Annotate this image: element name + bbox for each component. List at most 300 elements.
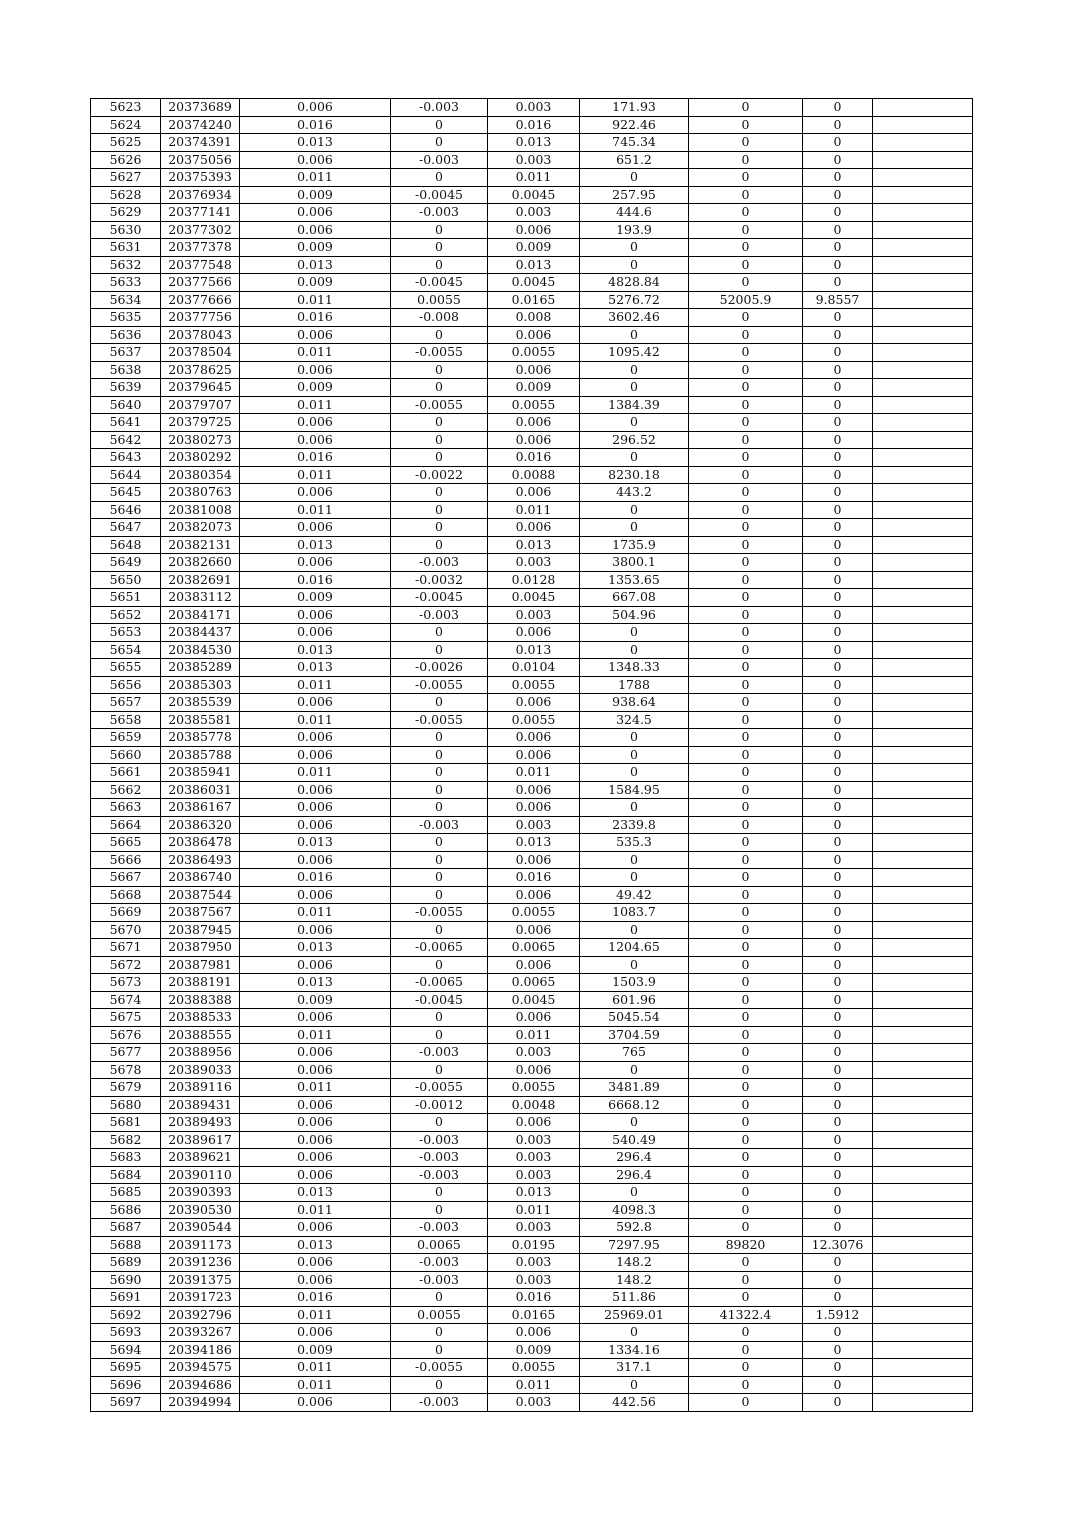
table-cell: 20374240 <box>161 116 240 134</box>
table-cell: 0 <box>391 886 488 904</box>
table-cell: 0 <box>580 449 689 467</box>
table-cell: 0 <box>580 746 689 764</box>
table-cell: -0.003 <box>391 1044 488 1062</box>
table-cell: 0.006 <box>240 1166 391 1184</box>
empty-cell <box>873 414 973 432</box>
table-cell: 193.9 <box>580 221 689 239</box>
table-cell: 89820 <box>689 1236 803 1254</box>
table-cell: 5626 <box>91 151 161 169</box>
table-cell: 0 <box>689 221 803 239</box>
table-row <box>91 921 973 939</box>
table-row <box>91 991 973 1009</box>
table-cell: 0.0055 <box>391 1306 488 1324</box>
empty-cell <box>873 1184 973 1202</box>
table-row <box>91 431 973 449</box>
table-cell: 0 <box>391 326 488 344</box>
table-cell: 0.006 <box>488 1009 580 1027</box>
table-cell: 20390110 <box>161 1166 240 1184</box>
table-cell: 1503.9 <box>580 974 689 992</box>
table-row <box>91 729 973 747</box>
table-row <box>91 1184 973 1202</box>
table-cell: 20380292 <box>161 449 240 467</box>
table-cell: 0 <box>391 116 488 134</box>
empty-cell <box>873 589 973 607</box>
table-cell: 0 <box>689 134 803 152</box>
table-cell: 0 <box>803 974 873 992</box>
table-row <box>91 1114 973 1132</box>
table-cell: 0 <box>689 1096 803 1114</box>
table-cell: 20377302 <box>161 221 240 239</box>
table-cell: 0.006 <box>240 1254 391 1272</box>
table-cell: 0 <box>803 309 873 327</box>
table-cell: 5661 <box>91 764 161 782</box>
table-cell: 5681 <box>91 1114 161 1132</box>
table-cell: 5678 <box>91 1061 161 1079</box>
table-cell: 0.0055 <box>488 711 580 729</box>
table-cell: 0.009 <box>240 1341 391 1359</box>
table-body <box>91 99 973 1412</box>
table-cell: 5656 <box>91 676 161 694</box>
table-cell: -0.0055 <box>391 1079 488 1097</box>
table-cell: 0 <box>803 186 873 204</box>
empty-cell <box>873 361 973 379</box>
empty-cell <box>873 151 973 169</box>
table-cell: 601.96 <box>580 991 689 1009</box>
table-cell: 1384.39 <box>580 396 689 414</box>
table-cell: 0 <box>391 379 488 397</box>
table-cell: 0 <box>391 1009 488 1027</box>
table-row <box>91 1044 973 1062</box>
table-cell: 0.013 <box>240 641 391 659</box>
empty-cell <box>873 991 973 1009</box>
table-cell: 0 <box>689 956 803 974</box>
table-cell: 0 <box>803 431 873 449</box>
table-cell: 0 <box>580 921 689 939</box>
table-cell: 0 <box>689 344 803 362</box>
empty-cell <box>873 256 973 274</box>
table-cell: 0 <box>391 729 488 747</box>
empty-cell <box>873 99 973 117</box>
empty-cell <box>873 606 973 624</box>
table-row <box>91 1306 973 1324</box>
table-cell: 20374391 <box>161 134 240 152</box>
empty-cell <box>873 1096 973 1114</box>
table-cell: 0.006 <box>240 781 391 799</box>
table-cell: 0.006 <box>488 956 580 974</box>
empty-cell <box>873 764 973 782</box>
table-cell: 0.016 <box>240 449 391 467</box>
table-cell: -0.003 <box>391 204 488 222</box>
table-cell: 5633 <box>91 274 161 292</box>
table-cell: 1204.65 <box>580 939 689 957</box>
table-cell: 0 <box>391 834 488 852</box>
table-cell: 0.011 <box>240 1306 391 1324</box>
table-cell: 0 <box>689 589 803 607</box>
table-cell: 745.34 <box>580 134 689 152</box>
table-cell: 2339.8 <box>580 816 689 834</box>
table-row <box>91 589 973 607</box>
table-cell: 0 <box>803 869 873 887</box>
table-cell: 5696 <box>91 1376 161 1394</box>
table-cell: 0 <box>689 396 803 414</box>
table-cell: 5682 <box>91 1131 161 1149</box>
table-cell: 5638 <box>91 361 161 379</box>
table-cell: 20391173 <box>161 1236 240 1254</box>
table-cell: 20389116 <box>161 1079 240 1097</box>
table-cell: 0 <box>803 816 873 834</box>
table-cell: 0 <box>689 711 803 729</box>
table-cell: 0.013 <box>488 134 580 152</box>
table-cell: 5637 <box>91 344 161 362</box>
table-cell: 5684 <box>91 1166 161 1184</box>
table-cell: 0 <box>689 624 803 642</box>
table-cell: 20389033 <box>161 1061 240 1079</box>
table-cell: 0.011 <box>240 711 391 729</box>
table-cell: 0 <box>803 624 873 642</box>
table-row <box>91 694 973 712</box>
table-cell: 0 <box>803 536 873 554</box>
table-cell: 0 <box>689 1149 803 1167</box>
table-cell: 0 <box>803 256 873 274</box>
table-cell: 0.009 <box>240 186 391 204</box>
empty-cell <box>873 729 973 747</box>
table-cell: 0.006 <box>240 1219 391 1237</box>
table-cell: 0 <box>689 239 803 257</box>
table-cell: 20375056 <box>161 151 240 169</box>
table-cell: 0 <box>689 851 803 869</box>
table-cell: 0 <box>803 344 873 362</box>
table-cell: 20381008 <box>161 501 240 519</box>
table-cell: 1735.9 <box>580 536 689 554</box>
table-cell: 0 <box>803 116 873 134</box>
table-cell: 0 <box>689 1166 803 1184</box>
table-cell: 0 <box>391 1184 488 1202</box>
table-cell: 0 <box>391 624 488 642</box>
table-cell: 0.011 <box>488 1026 580 1044</box>
table-row <box>91 624 973 642</box>
table-cell: 3602.46 <box>580 309 689 327</box>
table-cell: 0.011 <box>488 501 580 519</box>
table-cell: 5653 <box>91 624 161 642</box>
empty-cell <box>873 186 973 204</box>
table-row <box>91 466 973 484</box>
table-cell: 1.5912 <box>803 1306 873 1324</box>
table-cell: 442.56 <box>580 1394 689 1412</box>
table-cell: 0 <box>689 1079 803 1097</box>
table-cell: 0.011 <box>240 291 391 309</box>
table-cell: 5679 <box>91 1079 161 1097</box>
empty-cell <box>873 1044 973 1062</box>
table-cell: 0 <box>391 799 488 817</box>
table-row <box>91 116 973 134</box>
table-cell: 0 <box>391 1061 488 1079</box>
table-row <box>91 1219 973 1237</box>
table-cell: 5645 <box>91 484 161 502</box>
table-cell: -0.003 <box>391 1271 488 1289</box>
table-cell: 0.006 <box>488 361 580 379</box>
table-cell: 52005.9 <box>689 291 803 309</box>
table-cell: 20386320 <box>161 816 240 834</box>
table-cell: 0 <box>391 1114 488 1132</box>
table-row <box>91 1201 973 1219</box>
table-cell: 20388533 <box>161 1009 240 1027</box>
table-cell: 20375393 <box>161 169 240 187</box>
table-cell: 0.0048 <box>488 1096 580 1114</box>
table-cell: 0.0055 <box>488 676 580 694</box>
table-cell: 0 <box>689 781 803 799</box>
table-cell: -0.0032 <box>391 571 488 589</box>
table-cell: 0.006 <box>488 851 580 869</box>
table-cell: 20386031 <box>161 781 240 799</box>
empty-cell <box>873 571 973 589</box>
table-cell: -0.0055 <box>391 676 488 694</box>
table-cell: 0.006 <box>240 956 391 974</box>
table-cell: 5635 <box>91 309 161 327</box>
table-cell: 0.006 <box>488 414 580 432</box>
table-cell: 20388555 <box>161 1026 240 1044</box>
table-cell: -0.003 <box>391 554 488 572</box>
table-cell: 0.009 <box>240 589 391 607</box>
table-cell: 20394994 <box>161 1394 240 1412</box>
table-cell: 6668.12 <box>580 1096 689 1114</box>
table-cell: 20386478 <box>161 834 240 852</box>
table-cell: 296.4 <box>580 1149 689 1167</box>
table-cell: 5689 <box>91 1254 161 1272</box>
table-cell: 0 <box>689 326 803 344</box>
table-cell: 0 <box>580 624 689 642</box>
table-cell: 5659 <box>91 729 161 747</box>
empty-cell <box>873 1306 973 1324</box>
table-cell: 0 <box>803 1166 873 1184</box>
table-cell: 0.003 <box>488 606 580 624</box>
table-cell: 5634 <box>91 291 161 309</box>
empty-cell <box>873 291 973 309</box>
table-cell: 5045.54 <box>580 1009 689 1027</box>
table-cell: -0.0055 <box>391 396 488 414</box>
empty-cell <box>873 1131 973 1149</box>
table-cell: 0 <box>391 746 488 764</box>
table-cell: 0 <box>689 1061 803 1079</box>
table-cell: 0 <box>803 851 873 869</box>
table-cell: 5628 <box>91 186 161 204</box>
table-cell: 5665 <box>91 834 161 852</box>
table-cell: 0.009 <box>240 239 391 257</box>
table-cell: 0 <box>391 781 488 799</box>
table-cell: 0 <box>580 501 689 519</box>
table-cell: 5670 <box>91 921 161 939</box>
table-cell: 0 <box>689 834 803 852</box>
table-row <box>91 1324 973 1342</box>
table-cell: 0 <box>803 1061 873 1079</box>
table-cell: 0 <box>803 379 873 397</box>
table-cell: 0.006 <box>488 431 580 449</box>
table-cell: 0.006 <box>240 414 391 432</box>
table-cell: 0 <box>803 449 873 467</box>
empty-cell <box>873 1201 973 1219</box>
empty-cell <box>873 799 973 817</box>
empty-cell <box>873 1289 973 1307</box>
table-cell: 20377566 <box>161 274 240 292</box>
empty-cell <box>873 851 973 869</box>
table-row <box>91 939 973 957</box>
table-cell: -0.0026 <box>391 659 488 677</box>
table-cell: 0.006 <box>488 1061 580 1079</box>
table-cell: 0.006 <box>240 99 391 117</box>
table-row <box>91 186 973 204</box>
table-cell: 20387567 <box>161 904 240 922</box>
table-cell: 0 <box>803 466 873 484</box>
empty-cell <box>873 781 973 799</box>
table-row <box>91 746 973 764</box>
table-cell: 0 <box>803 501 873 519</box>
empty-cell <box>873 1376 973 1394</box>
table-cell: 1334.16 <box>580 1341 689 1359</box>
table-cell: -0.0055 <box>391 904 488 922</box>
table-cell: 0.006 <box>240 1061 391 1079</box>
table-cell: 0 <box>803 1201 873 1219</box>
table-cell: 0 <box>689 484 803 502</box>
table-cell: 0.006 <box>488 484 580 502</box>
table-cell: 0 <box>803 326 873 344</box>
table-row <box>91 396 973 414</box>
table-cell: 0 <box>689 414 803 432</box>
table-cell: 540.49 <box>580 1131 689 1149</box>
table-cell: 444.6 <box>580 204 689 222</box>
table-cell: 0 <box>689 571 803 589</box>
table-cell: 5641 <box>91 414 161 432</box>
table-cell: 0 <box>391 221 488 239</box>
table-row <box>91 869 973 887</box>
table-row <box>91 1394 973 1412</box>
table-row <box>91 501 973 519</box>
table-cell: 0 <box>689 1394 803 1412</box>
table-cell: 5651 <box>91 589 161 607</box>
table-cell: -0.0012 <box>391 1096 488 1114</box>
table-row <box>91 974 973 992</box>
table-row <box>91 1341 973 1359</box>
table-cell: 0 <box>391 764 488 782</box>
table-cell: 0.011 <box>240 396 391 414</box>
table-cell: 3481.89 <box>580 1079 689 1097</box>
empty-cell <box>873 659 973 677</box>
table-row <box>91 536 973 554</box>
table-cell: 0 <box>803 274 873 292</box>
table-cell: 0 <box>689 151 803 169</box>
table-cell: 0 <box>689 554 803 572</box>
table-row <box>91 1026 973 1044</box>
table-row <box>91 641 973 659</box>
empty-cell <box>873 939 973 957</box>
table-cell: 0 <box>803 711 873 729</box>
table-cell: 0 <box>803 554 873 572</box>
table-cell: 0 <box>803 1026 873 1044</box>
table-cell: 20377378 <box>161 239 240 257</box>
table-row <box>91 886 973 904</box>
table-cell: 20389617 <box>161 1131 240 1149</box>
table-cell: 0 <box>689 186 803 204</box>
table-row <box>91 1376 973 1394</box>
table-cell: 1353.65 <box>580 571 689 589</box>
empty-cell <box>873 921 973 939</box>
table-cell: 25969.01 <box>580 1306 689 1324</box>
table-cell: 5625 <box>91 134 161 152</box>
table-cell: 0.009 <box>240 274 391 292</box>
table-cell: 0 <box>689 606 803 624</box>
table-cell: 0.006 <box>240 1394 391 1412</box>
table-row <box>91 956 973 974</box>
table-cell: 0 <box>580 1324 689 1342</box>
table-cell: 5655 <box>91 659 161 677</box>
table-row <box>91 274 973 292</box>
table-cell: 0.006 <box>240 484 391 502</box>
empty-cell <box>873 449 973 467</box>
table-cell: 0.006 <box>240 554 391 572</box>
table-cell: 0.013 <box>488 641 580 659</box>
table-cell: 0.006 <box>488 799 580 817</box>
table-row <box>91 326 973 344</box>
table-cell: 0 <box>689 1271 803 1289</box>
empty-cell <box>873 624 973 642</box>
table-cell: 0.006 <box>240 606 391 624</box>
table-cell: -0.0045 <box>391 991 488 1009</box>
table-cell: 0 <box>580 414 689 432</box>
table-cell: 0 <box>391 169 488 187</box>
table-row <box>91 1079 973 1097</box>
table-cell: 20379707 <box>161 396 240 414</box>
table-cell: 0 <box>803 396 873 414</box>
table-cell: 0 <box>803 169 873 187</box>
table-row <box>91 449 973 467</box>
table-row <box>91 1166 973 1184</box>
table-cell: 0.011 <box>240 501 391 519</box>
table-cell: 0.011 <box>488 764 580 782</box>
table-cell: 0 <box>391 134 488 152</box>
table-row <box>91 309 973 327</box>
empty-cell <box>873 1219 973 1237</box>
empty-cell <box>873 904 973 922</box>
table-row <box>91 379 973 397</box>
table-cell: 0 <box>689 431 803 449</box>
table-row <box>91 1096 973 1114</box>
empty-cell <box>873 484 973 502</box>
table-cell: 0 <box>391 641 488 659</box>
table-cell: 0.0104 <box>488 659 580 677</box>
table-cell: 0.006 <box>240 624 391 642</box>
table-cell: 0 <box>803 1044 873 1062</box>
table-row <box>91 1359 973 1377</box>
table-cell: 0 <box>803 1341 873 1359</box>
table-cell: 0 <box>803 956 873 974</box>
empty-cell <box>873 1236 973 1254</box>
table-cell: 20385941 <box>161 764 240 782</box>
table-cell: 0.006 <box>240 886 391 904</box>
table-cell: 0.016 <box>240 571 391 589</box>
table-cell: 0 <box>391 956 488 974</box>
table-cell: 5640 <box>91 396 161 414</box>
table-cell: 5683 <box>91 1149 161 1167</box>
table-cell: 0 <box>391 256 488 274</box>
table-cell: 20389431 <box>161 1096 240 1114</box>
table-cell: 5657 <box>91 694 161 712</box>
table-cell: 0 <box>689 676 803 694</box>
table-cell: 0 <box>689 536 803 554</box>
table-cell: 0 <box>689 974 803 992</box>
table-cell: 20377548 <box>161 256 240 274</box>
table-cell: 20377756 <box>161 309 240 327</box>
table-cell: 0 <box>689 1254 803 1272</box>
table-cell: 0 <box>580 256 689 274</box>
table-cell: 0 <box>803 764 873 782</box>
